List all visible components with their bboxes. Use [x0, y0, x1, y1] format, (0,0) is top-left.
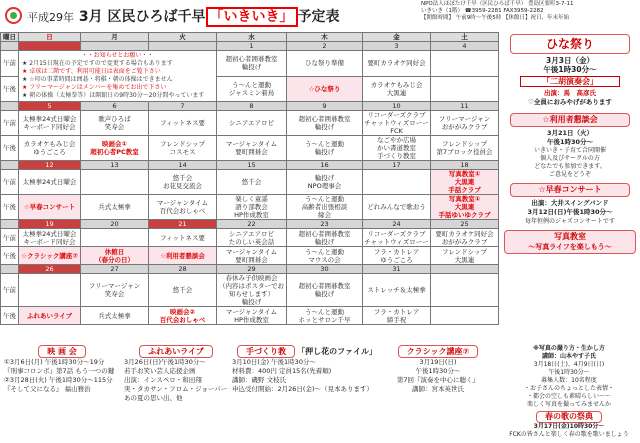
am-row	[1, 170, 499, 195]
photo-box	[504, 230, 636, 254]
schedule-cell: マージャンタイム HP作成教室	[217, 307, 287, 325]
date-cell: 1	[217, 42, 287, 51]
schedule-cell: う〜んと運動 高齢者出張相談 縁会	[287, 195, 363, 220]
date-cell: 2	[287, 42, 363, 51]
schedule-cell: ☆ひな祭り	[287, 76, 363, 102]
schedule-cell: 映画会① 超初心者PC教室	[81, 136, 149, 161]
schedule-cell: フィットネス要	[149, 229, 217, 247]
date-cell: 3	[363, 42, 431, 51]
schedule-cell: フレンドシップ コスモス	[149, 136, 217, 161]
song-line: 3月17日(金)10時30分〜	[533, 423, 605, 430]
craft-title: 手づくり教	[237, 345, 295, 358]
photo-line: 楽しく写真を撮ってみませんか	[526, 401, 611, 408]
schedule-cell	[431, 76, 499, 102]
movie-title: 映 画 会	[38, 345, 86, 358]
slot-label: 午前	[1, 51, 19, 77]
schedule-cell: ☆早春コンサート	[19, 195, 81, 220]
era-label: 平成29年	[27, 11, 74, 24]
bottom-section	[0, 345, 640, 443]
schedule-cell: う〜んと運動 ホッとサロン千早	[287, 307, 363, 325]
date-cell	[149, 42, 217, 51]
schedule-cell: フリーマージャン 笑寿会	[81, 274, 149, 307]
org-line: 【開館時間】 午前9時〜午後5時 【休館日】祝日、年末年始	[421, 15, 569, 21]
date-row-label	[1, 265, 19, 274]
photo-line: ・都会の空しも素晴らしい〜〜	[526, 393, 611, 400]
schedule-cell: 映画会② 百代会おしゃべ	[149, 307, 217, 325]
slot-label: 午前	[1, 111, 19, 136]
craft-line: 材料費：400円 定員15名(先着順)	[232, 367, 332, 375]
hina-note: ♡全員におみやげがあります	[528, 98, 612, 106]
date-cell: 14	[149, 161, 217, 170]
spring-desc: 毎年恒例のジャズコンサートです	[525, 218, 615, 225]
am-row	[1, 229, 499, 247]
pm-row	[1, 307, 499, 325]
schedule-cell: フラ・カトレア ゆうごころ	[363, 247, 431, 265]
classic-line: 講師：宮本英世氏	[412, 385, 464, 393]
schedule-cell: う〜んと運動 ジャスミン着鳥	[217, 76, 287, 102]
kondan-date: 3月21日（火）	[546, 129, 594, 137]
schedule-cell: 悠千会	[149, 274, 217, 307]
date-cell: 13	[81, 161, 149, 170]
schedule-cell: ひな祭り準備	[287, 51, 363, 77]
date-cell: 27	[81, 265, 149, 274]
hina-time: 午後1時30分〜	[543, 65, 597, 74]
schedule-cell: フレンドシップ 第7ブロック役員会	[431, 136, 499, 161]
schedule-cell: う〜んと運動 マウスの会	[287, 247, 363, 265]
craft-line: 3月10日(金) 午後1時30分〜	[232, 358, 316, 366]
month-label: 3月	[78, 9, 103, 25]
date-cell: 17	[363, 161, 431, 170]
date-cell: 12	[19, 161, 81, 170]
live-block	[124, 345, 228, 403]
schedule-cell: 春休み子供映画会 （内容はポスターでお知らせします） 輪投げ	[217, 274, 287, 307]
schedule-cell	[431, 51, 499, 77]
calendar-table	[0, 32, 499, 325]
classic-block	[386, 345, 490, 394]
movie-block	[4, 345, 120, 394]
hina-date: 3月3日（金）	[546, 56, 594, 65]
schedule-cell: シニアエアロビ	[217, 111, 287, 136]
notice-line: ★ 卓球は二階です、利用可能日は表面をご覧下さい	[22, 68, 161, 75]
spring-time: 3月12日(日)午後1時30分〜	[527, 208, 613, 216]
schedule-cell: マージャンタイム 要町囲碁会	[217, 247, 287, 265]
schedule-cell: 兵式太極拳	[81, 195, 149, 220]
schedule-cell: 超初心者囲碁教室 輪投げ	[287, 229, 363, 247]
date-row	[1, 102, 499, 111]
page-title	[27, 6, 340, 26]
dow-fri: 金	[363, 33, 431, 42]
schedule-cell	[19, 274, 81, 307]
schedule-cell: ふれあいライブ	[19, 307, 81, 325]
kondan-desc: いきいき・子育て合同開催 個人及びサークルの方 どなたでも参加できます。 ご意見をどうぞ	[533, 147, 606, 178]
pm-row	[1, 195, 499, 220]
date-cell: 11	[431, 102, 499, 111]
date-cell: 23	[287, 220, 363, 229]
dow-sat: 土	[431, 33, 499, 42]
date-cell: 30	[287, 265, 363, 274]
schedule-cell: フィットネス要	[149, 111, 217, 136]
date-cell: 25	[431, 220, 499, 229]
notice-line: ★ フリーマージャンはメンバーを集めてお出で下さい	[22, 84, 167, 91]
spring-title: ☆早春コンサート	[510, 183, 630, 197]
schedule-cell: 悠千会 お花見交流会	[149, 170, 217, 195]
am-row	[1, 274, 499, 307]
schedule-cell: フリーマージャン おががみクラブ	[431, 111, 499, 136]
schedule-cell: 太極拳24式日曜会	[19, 170, 81, 195]
photo-sub: 〜写真ライフを楽しもう〜	[528, 243, 612, 251]
date-cell: 26	[19, 265, 81, 274]
schedule-cell: 楽しく童謡 語り部教会 HP作成教室	[217, 195, 287, 220]
date-cell: 29	[217, 265, 287, 274]
date-cell: 16	[287, 161, 363, 170]
schedule-cell: なごやか広場 かい書道教室 手づくり教室	[363, 136, 431, 161]
date-row	[1, 42, 499, 51]
date-cell	[81, 42, 149, 51]
schedule-cell: カラオケもみじ会 大黒連	[363, 76, 431, 102]
date-cell: 5	[19, 102, 81, 111]
notice-line: ★ 朝の体操（太極拳等）は開館日の9時30分〜20分間やっています	[22, 92, 205, 99]
song-title: 春の歌の祭典	[536, 411, 602, 423]
date-cell: 24	[363, 220, 431, 229]
craft-sub: 「押し花のファイル」	[297, 347, 377, 356]
schedule-cell	[81, 170, 149, 195]
movie-line: 『刑事コロンボ』第7話 もう一つの鍵	[4, 367, 115, 375]
page-header	[0, 0, 640, 32]
slot-label: 午後	[1, 307, 19, 325]
slot-label: 午前	[1, 170, 19, 195]
org-line: いきいき（1階） ☎3959-2281 FAX3959-2282	[421, 8, 544, 14]
schedule-cell: 超初心者囲碁教室 輪投げ	[217, 51, 287, 77]
slot-label: 午後	[1, 195, 19, 220]
date-row-label	[1, 102, 19, 111]
schedule-cell: 超初心者囲碁教室 輪投げ	[287, 111, 363, 136]
kondan-time: 午後1時30分〜	[546, 138, 594, 146]
movie-line: ①3月6日(月) 午後1時30分〜19分	[4, 358, 105, 366]
photo-line: ※写真の撮り方・生かし方	[533, 345, 605, 352]
title-main: 区民ひろば千早	[107, 9, 206, 25]
date-row	[1, 265, 499, 274]
hina-event: 「二胡演奏会」	[520, 76, 620, 87]
live-line: 出演：インスペロ・和田翔	[124, 376, 202, 384]
schedule-cell	[81, 229, 149, 247]
photo-detail-block	[500, 345, 638, 439]
slot-label: 午前	[1, 229, 19, 247]
dow-wed: 水	[217, 33, 287, 42]
live-line: 実・タカサン・フロム・ジョーパー	[124, 385, 228, 393]
schedule-cell: フレンドシップ 大黒連	[431, 247, 499, 265]
photo-line: 午後1時30分〜	[548, 369, 590, 376]
movie-line: 『そして父になる』 福山雅治	[4, 385, 91, 393]
spring-band: 出演：大井スイングバンド	[531, 199, 609, 207]
dow-sun: 日	[19, 33, 81, 42]
date-cell: 9	[287, 102, 363, 111]
craft-block	[232, 345, 382, 394]
notice-title: ・・お知らせとお願い・・	[81, 52, 154, 59]
date-row-label	[1, 42, 19, 51]
schedule-cell: フラ・カトレア 締手祝	[363, 307, 431, 325]
schedule-cell: ☆クラシック講座⑦	[19, 247, 81, 265]
hina-performer: 出演：馬 高彦氏	[544, 89, 596, 97]
date-cell: 7	[149, 102, 217, 111]
dow-label: 曜日	[1, 33, 19, 42]
photo-line: 募集人数：10名程度	[541, 377, 597, 384]
pm-row	[1, 136, 499, 161]
schedule-cell: マージャンタイム 要町囲碁会	[217, 136, 287, 161]
am-row	[1, 51, 499, 77]
slot-label: 午後	[1, 247, 19, 265]
schedule-cell: う〜んと運動 輪投げ	[287, 136, 363, 161]
date-cell: 31	[363, 265, 431, 274]
kondan-title: ☆利用者懇談会	[510, 113, 630, 127]
photo-title: 写真教室	[554, 232, 586, 241]
movie-line: ②3月28日(火) 午後1時30分〜115分	[4, 376, 113, 384]
schedule-cell: 兵式太極拳	[81, 307, 149, 325]
classic-line: 第7回『演奏を中心に聴く』	[396, 376, 480, 384]
schedule-cell: 太極拳24式日曜会 キーボード同好会	[19, 229, 81, 247]
schedule-cell: どれみんなで歌おう	[363, 195, 431, 220]
classic-line: 3月19日(日)	[419, 358, 457, 366]
schedule-cell: シニアエアロビ たのしい英会話	[217, 229, 287, 247]
schedule-cell: 太極拳24式日曜会 キーボード同好会	[19, 111, 81, 136]
notice-line: ★ ☆印の事業時間は囲碁・将棋・朝の体操はできません	[22, 76, 173, 83]
date-cell: 20	[81, 220, 149, 229]
date-cell: 21	[149, 220, 217, 229]
org-info	[421, 1, 639, 22]
schedule-cell	[431, 307, 499, 325]
dow-mon: 月	[81, 33, 149, 42]
photo-line: 3月18日(土)、4月9日(日)	[533, 361, 605, 368]
schedule-cell: 悠千会	[217, 170, 287, 195]
schedule-cell: 要町カラオケ同好会	[363, 51, 431, 77]
live-title: ふれあいライブ	[139, 345, 213, 358]
schedule-cell: ☆利用者懇談会	[149, 247, 217, 265]
schedule-cell: 写真教室① 大黒連 手話ゆいゆクラブ	[431, 195, 499, 220]
date-row-label	[1, 161, 19, 170]
date-cell: 28	[149, 265, 217, 274]
live-line: あの夏の思い出、他	[124, 394, 183, 402]
schedule-cell: リコーダーズクラブ チャットウィズローー FCK	[364, 111, 429, 135]
date-cell: 22	[217, 220, 287, 229]
title-tail: 予定表	[297, 9, 340, 25]
date-cell: 6	[81, 102, 149, 111]
title-highlight: 「いきいき」	[206, 7, 298, 27]
notice-box	[19, 51, 217, 102]
date-row	[1, 220, 499, 229]
dow-row	[1, 33, 499, 42]
side-panel	[500, 32, 640, 342]
date-cell: 18	[431, 161, 499, 170]
schedule-cell	[363, 170, 431, 195]
am-row	[1, 111, 499, 136]
schedule-cell: 休館日 （春分の日）	[81, 247, 149, 265]
hina-title: ひな祭り	[510, 34, 630, 54]
schedule-cell: 写真教室① 大黒連 手話クラブ	[431, 170, 499, 195]
dow-tue: 火	[149, 33, 217, 42]
slot-label: 午後	[1, 76, 19, 102]
date-cell: 8	[217, 102, 287, 111]
schedule-cell: 歌声ひろば 笑寿会	[81, 111, 149, 136]
craft-line: 講師：磯野 文枝氏	[232, 376, 287, 384]
craft-line: 申込受付開始：2月26日(金)〜（見本あります）	[232, 385, 373, 393]
photo-line: 講師：山本やす子氏	[541, 353, 596, 360]
logo-icon	[5, 7, 22, 24]
song-line: FCKの皆さんと楽しく春の歌を歌いましょう	[509, 431, 629, 438]
date-cell: 15	[217, 161, 287, 170]
dow-thu: 木	[287, 33, 363, 42]
classic-title: クラシック講座⑦	[398, 345, 479, 358]
live-line: 3月26日(日)午後1時30分〜	[124, 358, 206, 366]
schedule-cell: ストレッチ＆太極拳	[363, 274, 431, 307]
schedule-cell: リコーダーズクラブ チャットウィズローー	[364, 229, 429, 246]
date-cell: 10	[363, 102, 431, 111]
classic-line: 午後1時30分〜	[415, 367, 461, 375]
schedule-cell: 輪投げ NPO理事会	[287, 170, 363, 195]
date-cell	[19, 42, 81, 51]
schedule-cell: 超初心者囲碁教室 輪投げ	[287, 274, 363, 307]
slot-label: 午前	[1, 274, 19, 307]
notice-line: ★ 2月15日現在の予定ですので変更する場合もあります	[22, 60, 173, 67]
slot-label: 午後	[1, 136, 19, 161]
live-line: 若手お笑い芸人応援企画	[124, 367, 196, 375]
schedule-cell: 要町カラオケ同好会 おががみクラブ	[431, 229, 499, 247]
schedule-cell: カラオケもみじ会 ゆうごころ	[19, 136, 81, 161]
date-row-label	[1, 220, 19, 229]
photo-line: ・お子さんのちょっとした表情・	[523, 385, 614, 392]
schedule-cell: マージャンタイム 百代会おしゃべ	[149, 195, 217, 220]
org-line: NPO法人ほぼたけ千早（区民ひろば千早） 豊島区要町3-7-11	[421, 1, 574, 7]
schedule-cell	[431, 274, 499, 307]
pm-row	[1, 247, 499, 265]
date-row	[1, 161, 499, 170]
date-cell: 19	[19, 220, 81, 229]
date-cell: 4	[431, 42, 499, 51]
date-cell	[431, 265, 499, 274]
